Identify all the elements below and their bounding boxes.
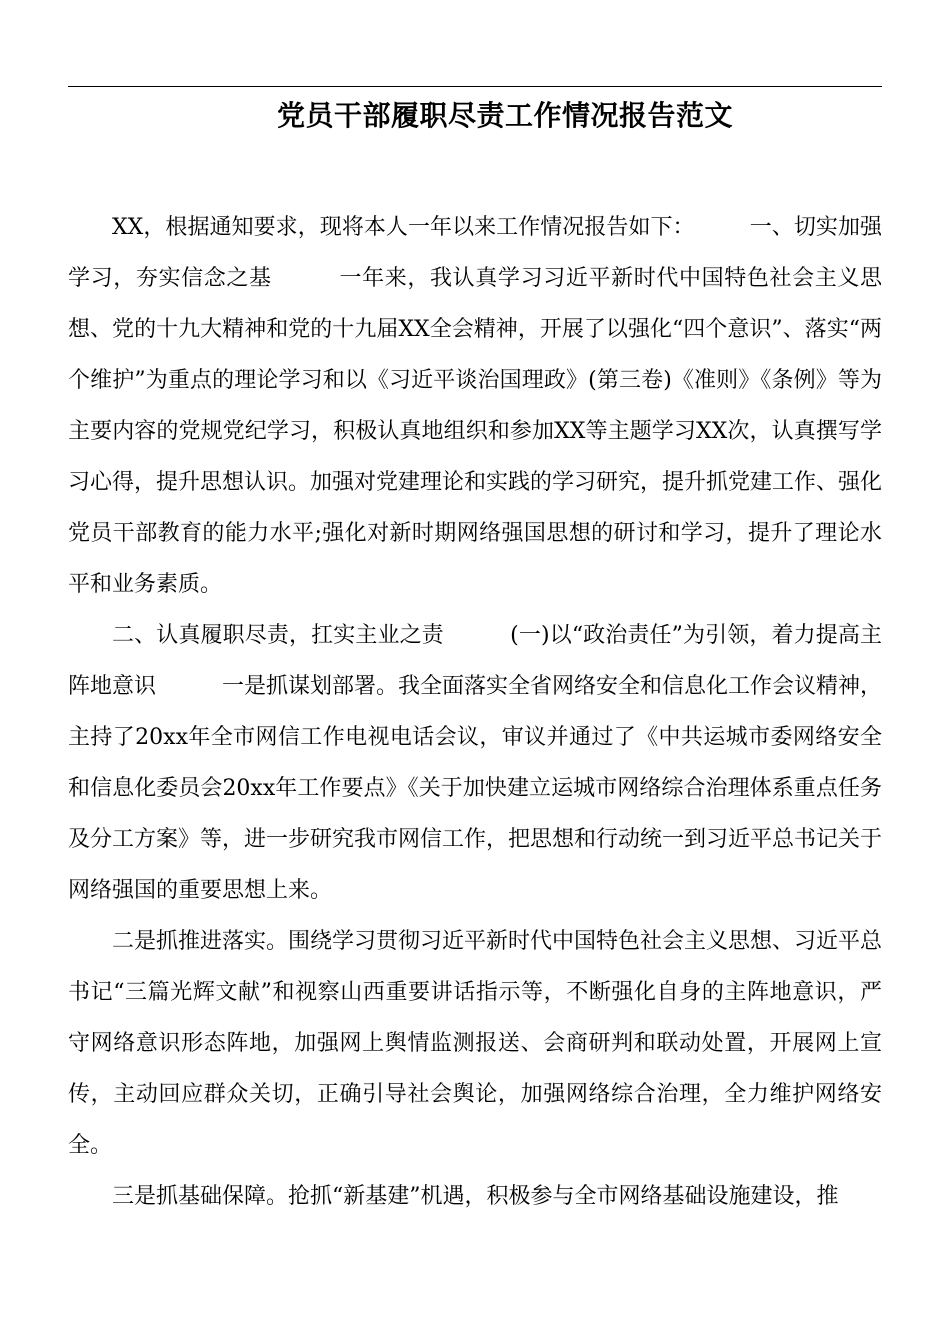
paragraph-4: 三是抓基础保障。抢抓“新基建”机遇，积极参与全市网络基础设施建设，推 xyxy=(112,1184,839,1209)
paragraph-3: 二是抓推进落实。围绕学习贯彻习近平新时代中国特色社会主义思想、习近平总书记“三篇光辉文献”和视察山西重要讲话指示等，不断强化自身的主阵地意识，严守网络意识形态阵地，加强网上舆情监测报送、会商研判和联动处置，开展网上宣传，主动回应群众关切，正确引导社会舆论，加强网络综合治理，全力维护网络安全。 xyxy=(68,929,883,1158)
document-body xyxy=(68,202,882,1222)
document-title: 党员干部履职尽责工作情况报告范文 xyxy=(276,99,733,132)
header-rule xyxy=(68,86,882,87)
paragraph-1: XX，根据通知要求，现将本人一年以来工作情况报告如下： 一、切实加强学习，夯实信念之基 一年来，我认真学习习近平新时代中国特色社会主义思想、党的十九大精神和党的十九届XX全会精神，开展了以强化“四个意识”、落实“两个维护”为重点的理论学习和以《习近平谈治国理政》(第三卷)《准则》《条例》等为主要内容的党规党纪学习，积极认真地组织和参加XX等主题学习XX次，认真撰写学习心得，提升思想认识。加强对党建理论和实践的学习研究，提升抓党建工作、强化党员干部教育的能力水平;强化对新时期网络强国思想的研讨和学习，提升了理论水平和业务素质。 xyxy=(68,215,883,597)
paragraph-2: 二、认真履职尽责，扛实主业之责 (一)以“政治责任”为引领，着力提高主阵地意识 一是抓谋划部署。我全面落实全省网络安全和信息化工作会议精神，主持了20xx年全市网信工作电视电话会议，审议并通过了《中共运城市委网络安全和信息化委员会20xx年工作要点》《关于加快建立运城市网络综合治理体系重点任务及分工方案》等，进一步研究我市网信工作，把思想和行动统一到习近平总书记关于网络强国的重要思想上来。 xyxy=(68,623,883,903)
